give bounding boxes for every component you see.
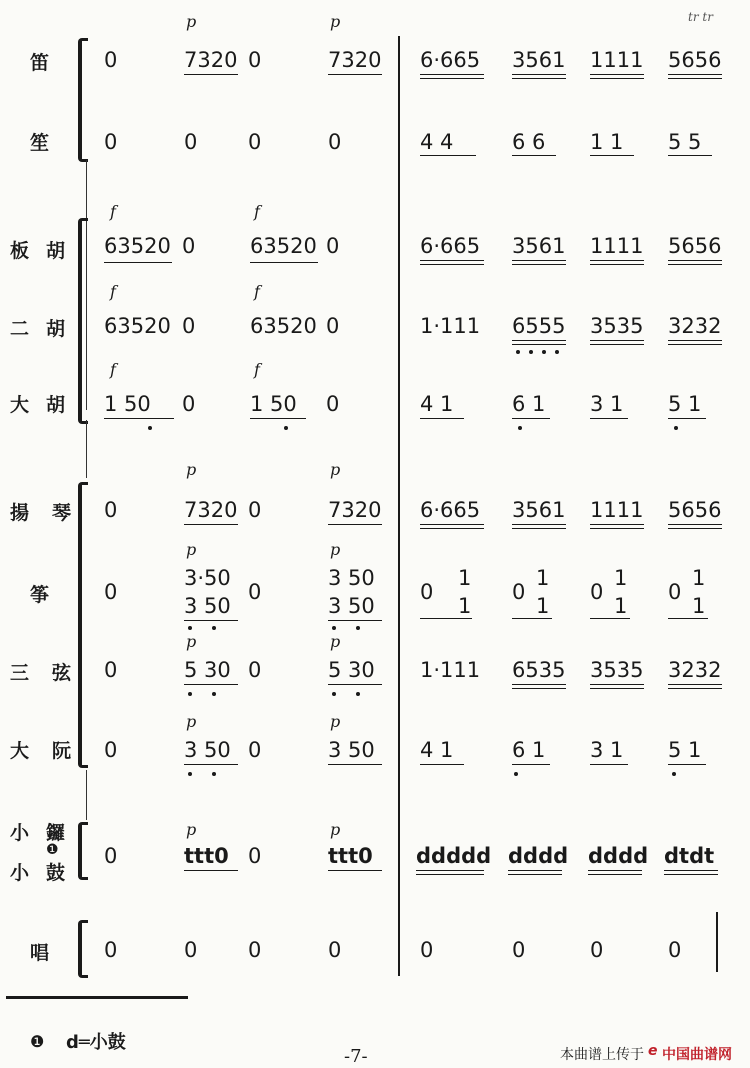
erhu-m1-c: 63520: [250, 314, 317, 338]
chang-m2-b: 0: [512, 938, 526, 962]
beam: [328, 620, 382, 621]
beam: [668, 764, 706, 765]
octave-dot: [674, 426, 678, 430]
chang-m2-a: 0: [420, 938, 434, 962]
dynamic-p-12: p: [330, 820, 341, 839]
dahu-m1-a: 1 50: [104, 392, 151, 416]
sanxian-m1-d: 5 30: [328, 658, 375, 682]
octave-dot: [356, 692, 360, 696]
banhu-m2-d: 5656: [668, 234, 722, 258]
beam: [420, 528, 484, 529]
beam: [420, 524, 484, 525]
erhu-m2-a: 1·111: [420, 314, 481, 338]
instrument-erhu-2: 胡: [46, 318, 66, 340]
octave-dot: [188, 692, 192, 696]
daruan-m1-b: 3 50: [184, 738, 231, 762]
banhu-m2-a: 6·665: [420, 234, 481, 258]
beam: [328, 74, 382, 75]
dahu-m1-c: 1 50: [250, 392, 297, 416]
beam: [420, 418, 464, 419]
octave-dot: [518, 426, 522, 430]
instrument-sanxian-1: 三: [10, 662, 30, 684]
yangqin-m2-b: 3561: [512, 498, 566, 522]
beam: [420, 74, 484, 75]
beam: [590, 418, 628, 419]
dynamic-p-10: p: [330, 712, 341, 731]
winds-bracket: [78, 38, 88, 162]
beam: [512, 688, 566, 689]
beam: [184, 524, 238, 525]
octave-dot: [212, 692, 216, 696]
beam: [420, 78, 484, 79]
instrument-daruan-1: 大: [10, 740, 30, 762]
zheng-m1-a: 0: [104, 580, 118, 604]
dizi-m1-d: 7320: [328, 48, 382, 72]
beam: [512, 764, 550, 765]
octave-dot: [529, 350, 533, 354]
dynamic-p-4: p: [330, 460, 341, 479]
sheng-m1-b: 0: [184, 130, 198, 154]
beam: [590, 344, 644, 345]
beam: [184, 870, 238, 871]
daruan-m2-c: 3 1: [590, 738, 624, 762]
zheng-m1-d-bottom: 3 50: [328, 594, 375, 618]
chang-m2-c: 0: [590, 938, 604, 962]
dynamic-f-1: f: [110, 202, 116, 221]
beam: [512, 344, 566, 345]
sanxian-m2-c: 3535: [590, 658, 644, 682]
percussion-m2-c: dddd: [588, 844, 649, 868]
yangqin-m1-b: 7320: [184, 498, 238, 522]
beam: [512, 78, 566, 79]
dynamic-p-2: p: [330, 12, 341, 31]
beam: [420, 260, 484, 261]
beam: [590, 618, 630, 619]
instrument-sanxian-2: 弦: [52, 662, 72, 684]
chang-m1-c: 0: [248, 938, 262, 962]
percussion-m2-b: dddd: [508, 844, 569, 868]
beam: [590, 264, 644, 265]
instrument-dahu-1: 大: [10, 394, 30, 416]
beam: [508, 870, 562, 871]
credit-text: 本曲谱上传于: [560, 1047, 644, 1063]
beam: [328, 764, 382, 765]
yangqin-m1-a: 0: [104, 498, 118, 522]
beam: [668, 74, 722, 75]
banhu-m1-d: 0: [326, 234, 340, 258]
dynamic-f-2: f: [254, 202, 260, 221]
dizi-m2-d: 5656: [668, 48, 722, 72]
dynamic-p-9: p: [186, 712, 197, 731]
zheng-m1-b-bottom: 3 50: [184, 594, 231, 618]
yangqin-m1-c: 0: [248, 498, 262, 522]
dynamic-p-11: p: [186, 820, 197, 839]
trill-mark: tr tr: [688, 10, 713, 24]
daruan-m1-a: 0: [104, 738, 118, 762]
octave-dot: [332, 626, 336, 630]
erhu-m1-a: 63520: [104, 314, 171, 338]
zheng-m2-c-hi: 1: [614, 566, 628, 590]
sheng-m2-b: 6 6: [512, 130, 546, 154]
system-line-low: [86, 770, 87, 820]
instrument-banhu-1: 板: [10, 240, 30, 262]
beam: [420, 264, 484, 265]
beam: [668, 618, 708, 619]
beam: [590, 78, 644, 79]
beam: [668, 688, 722, 689]
banhu-m1-c: 63520: [250, 234, 317, 258]
beam: [588, 874, 642, 875]
dynamic-f-4: f: [254, 282, 260, 301]
dizi-m1-a: 0: [104, 48, 118, 72]
dynamic-p-8: p: [330, 632, 341, 651]
percussion-m2-d: dtdt: [664, 844, 715, 868]
beam: [508, 874, 562, 875]
octave-dot: [284, 426, 288, 430]
octave-dot: [555, 350, 559, 354]
dahu-m2-b: 6 1: [512, 392, 546, 416]
octave-dot: [542, 350, 546, 354]
beam: [328, 684, 382, 685]
daruan-m2-b: 6 1: [512, 738, 546, 762]
instrument-sheng: 笙: [30, 132, 50, 154]
octave-dot: [188, 772, 192, 776]
beam: [250, 418, 306, 419]
beam: [668, 418, 706, 419]
erhu-m1-b: 0: [182, 314, 196, 338]
yangqin-m2-d: 5656: [668, 498, 722, 522]
instrument-daruan-2: 阮: [52, 740, 72, 762]
beam: [668, 340, 722, 341]
beam: [668, 528, 722, 529]
banhu-m2-b: 3561: [512, 234, 566, 258]
zheng-m2-a-lo: 1: [458, 594, 472, 618]
sanxian-m2-b: 6535: [512, 658, 566, 682]
zheng-m2-c-lo: 1: [614, 594, 628, 618]
percussion-m1-d: ttt0: [328, 844, 373, 868]
instrument-zheng: 筝: [30, 584, 50, 606]
banhu-m1-a: 63520: [104, 234, 171, 258]
dahu-m1-b: 0: [182, 392, 196, 416]
dizi-m1-b: 7320: [184, 48, 238, 72]
octave-dot: [148, 426, 152, 430]
logo-icon: e: [648, 1043, 658, 1059]
percussion-m2-a: ddddd: [416, 844, 492, 868]
zheng-m1-d-top: 3 50: [328, 566, 375, 590]
plucked-bracket: [78, 482, 88, 768]
dahu-m2-d: 5 1: [668, 392, 702, 416]
page-number: -7-: [344, 1046, 368, 1067]
beam: [668, 524, 722, 525]
instrument-banhu-2: 胡: [46, 240, 66, 262]
percussion-m1-a: 0: [104, 844, 118, 868]
footnote-marker: ❶: [46, 842, 59, 858]
zheng-m2-d-hi: 1: [692, 566, 706, 590]
beam: [512, 618, 552, 619]
beam: [416, 870, 484, 871]
octave-dot: [332, 692, 336, 696]
daruan-m1-d: 3 50: [328, 738, 375, 762]
dizi-m2-b: 3561: [512, 48, 566, 72]
sheng-m1-c: 0: [248, 130, 262, 154]
beam: [588, 870, 642, 871]
beam: [328, 524, 382, 525]
beam: [668, 264, 722, 265]
zheng-m2-b-rest: 0: [512, 580, 526, 604]
erhu-m1-d: 0: [326, 314, 340, 338]
beam: [184, 684, 238, 685]
credit-brand: 中国曲谱网: [662, 1047, 732, 1063]
zheng-m2-b-lo: 1: [536, 594, 550, 618]
beam: [420, 764, 464, 765]
octave-dot: [514, 772, 518, 776]
instrument-yangqin-1: 揚: [10, 502, 30, 524]
octave-dot: [212, 772, 216, 776]
beam: [328, 870, 382, 871]
beam: [512, 684, 566, 685]
erhu-m2-b: 6555: [512, 314, 566, 338]
octave-dot: [356, 626, 360, 630]
beam: [104, 418, 174, 419]
zheng-m2-b-hi: 1: [536, 566, 550, 590]
sheng-m1-a: 0: [104, 130, 118, 154]
chang-m1-b: 0: [184, 938, 198, 962]
dahu-m1-d: 0: [326, 392, 340, 416]
percussion-m1-b: ttt0: [184, 844, 229, 868]
percussion-m1-c: 0: [248, 844, 262, 868]
instrument-erhu-1: 二: [10, 318, 30, 340]
daruan-m1-c: 0: [248, 738, 262, 762]
instrument-yangqin-2: 琴: [52, 502, 72, 524]
beam: [184, 74, 238, 75]
barline-1: [398, 36, 400, 976]
zheng-m2-c-rest: 0: [590, 580, 604, 604]
beam: [590, 684, 644, 685]
octave-dot: [516, 350, 520, 354]
zheng-m1-b-top: 3·50: [184, 566, 231, 590]
dynamic-p-3: p: [186, 460, 197, 479]
erhu-m2-d: 3232: [668, 314, 722, 338]
barline-end: [716, 912, 718, 972]
sanxian-m2-d: 3232: [668, 658, 722, 682]
beam: [512, 74, 566, 75]
sanxian-m1-c: 0: [248, 658, 262, 682]
zheng-m1-c: 0: [248, 580, 262, 604]
beam: [512, 418, 550, 419]
dizi-m2-a: 6·665: [420, 48, 481, 72]
instrument-xiaoluo-2: 鑼: [46, 822, 66, 844]
instrument-dahu-2: 胡: [46, 394, 66, 416]
beam: [512, 260, 566, 261]
dynamic-f-3: f: [110, 282, 116, 301]
dynamic-f-5: f: [110, 360, 116, 379]
beam: [590, 524, 644, 525]
yangqin-m2-c: 1111: [590, 498, 644, 522]
beam: [420, 618, 472, 619]
octave-dot: [672, 772, 676, 776]
beam: [668, 344, 722, 345]
sheng-m2-a: 4 4: [420, 130, 454, 154]
instrument-xiaogu-1: 小: [10, 862, 30, 884]
octave-dot: [212, 626, 216, 630]
sheng-m2-c: 1 1: [590, 130, 624, 154]
beam: [512, 340, 566, 341]
beam: [512, 264, 566, 265]
chang-m2-d: 0: [668, 938, 682, 962]
beam: [184, 620, 238, 621]
sanxian-m1-a: 0: [104, 658, 118, 682]
dynamic-p-1: p: [186, 12, 197, 31]
dahu-m2-a: 4 1: [420, 392, 454, 416]
beam: [590, 688, 644, 689]
daruan-m2-a: 4 1: [420, 738, 454, 762]
sheng-m1-d: 0: [328, 130, 342, 154]
erhu-m2-c: 3535: [590, 314, 644, 338]
dynamic-f-6: f: [254, 360, 260, 379]
beam: [668, 78, 722, 79]
instrument-xiaoluo-1: 小: [10, 822, 30, 844]
sheng-m2-d: 5 5: [668, 130, 702, 154]
beam: [590, 74, 644, 75]
banhu-m2-c: 1111: [590, 234, 644, 258]
zheng-m2-d-lo: 1: [692, 594, 706, 618]
beam: [590, 528, 644, 529]
beam: [664, 874, 718, 875]
beam: [512, 528, 566, 529]
system-line-mid: [86, 420, 87, 478]
strings-bracket: [78, 218, 88, 424]
zheng-m2-d-rest: 0: [668, 580, 682, 604]
dahu-m2-c: 3 1: [590, 392, 624, 416]
beam: [668, 155, 712, 156]
instrument-chang: 唱: [30, 942, 50, 964]
beam: [250, 262, 318, 263]
beam: [420, 155, 476, 156]
dizi-m2-c: 1111: [590, 48, 644, 72]
dizi-m1-c: 0: [248, 48, 262, 72]
sanxian-m1-b: 5 30: [184, 658, 231, 682]
instrument-dizi: 笛: [30, 52, 50, 74]
beam: [104, 262, 172, 263]
beam: [664, 870, 718, 871]
dynamic-p-7: p: [186, 632, 197, 651]
footnote-rule: [6, 996, 188, 999]
footnote-text: d═小鼓: [66, 1032, 126, 1053]
yangqin-m2-a: 6·665: [420, 498, 481, 522]
banhu-m1-b: 0: [182, 234, 196, 258]
yangqin-m1-d: 7320: [328, 498, 382, 522]
zheng-m2-a-hi: 1: [458, 566, 472, 590]
sanxian-m2-a: 1·111: [420, 658, 481, 682]
chang-m1-d: 0: [328, 938, 342, 962]
beam: [416, 874, 484, 875]
beam: [590, 340, 644, 341]
octave-dot: [188, 626, 192, 630]
chang-m1-a: 0: [104, 938, 118, 962]
beam: [590, 260, 644, 261]
percussion-bracket: [78, 822, 88, 880]
beam: [590, 155, 634, 156]
dynamic-p-5: p: [186, 540, 197, 559]
beam: [590, 764, 628, 765]
footnote-marker: ❶: [30, 1032, 45, 1051]
vocal-bracket: [78, 920, 88, 978]
beam: [668, 684, 722, 685]
zheng-m2-a-rest: 0: [420, 580, 434, 604]
instrument-xiaogu-2: 鼓: [46, 862, 66, 884]
beam: [512, 155, 556, 156]
beam: [184, 764, 238, 765]
beam: [668, 260, 722, 261]
daruan-m2-d: 5 1: [668, 738, 702, 762]
dynamic-p-6: p: [330, 540, 341, 559]
beam: [512, 524, 566, 525]
